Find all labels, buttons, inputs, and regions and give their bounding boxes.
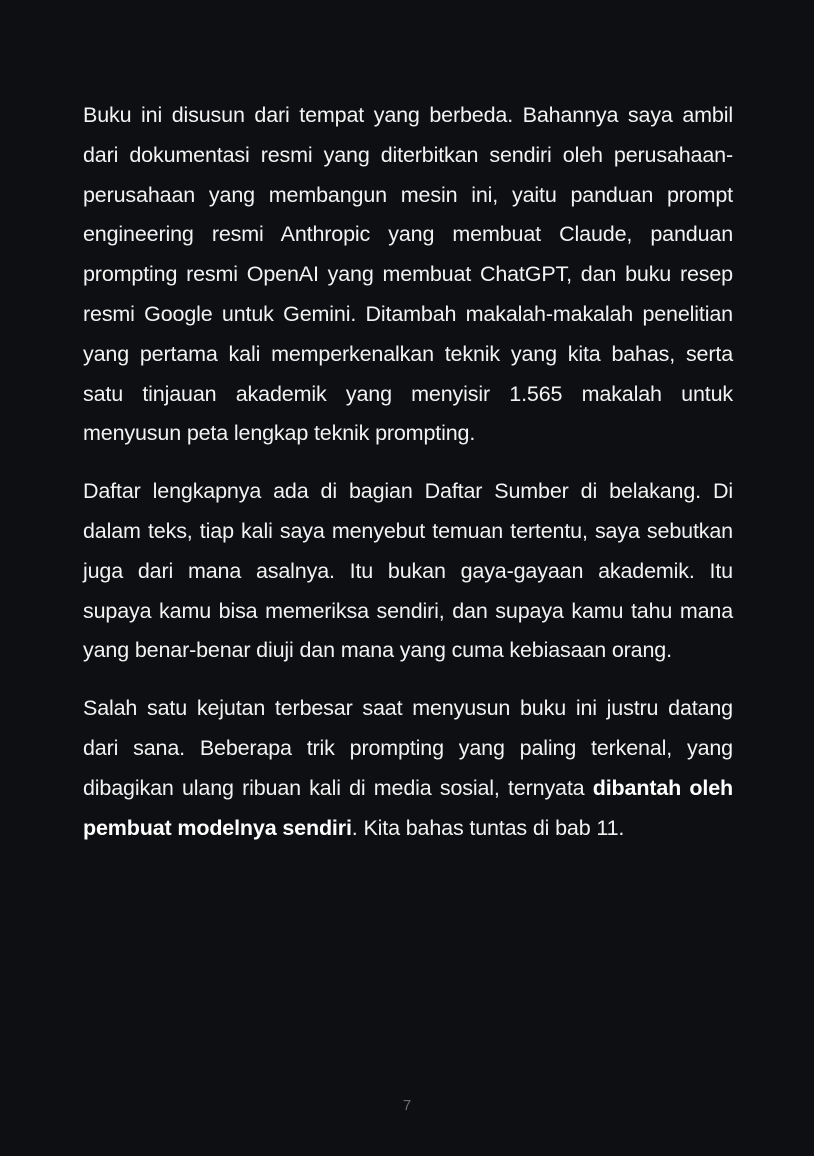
paragraph-sources-intro: Buku ini disusun dari tempat yang berbeda. Bahannya saya ambil dari dokumentasi resmi yang diterbitkan sendiri oleh perusahaan-perusahaan yang membangun mesin ini, yaitu panduan prompt engineering resmi Anthropic yang membuat Claude, panduan prompting resmi OpenAI yang membuat ChatGPT, dan buku resep resmi Google untuk Gemini. Ditambah makalah-makalah penelitian yang pertama kali memperkenalkan teknik yang kita bahas, serta satu tinjauan akademik yang menyisir 1.565 makalah untuk menyusun peta lengkap teknik prompting. xyxy=(83,103,733,446)
paragraph-text-after-emphasis: . Kita bahas tuntas di bab 11. xyxy=(351,815,625,840)
paragraph-text-before-emphasis: Salah satu kejutan terbesar saat menyusun buku ini justru datang dari sana. Beberapa trik prompting yang paling terkenal, yang dibagikan ulang ribuan kali di media sosial, ternyata xyxy=(83,696,733,800)
body-text xyxy=(83,96,733,866)
emphasis-text: dibantah oleh pembuat modelnya sendiri xyxy=(83,775,733,840)
page-number: 7 xyxy=(402,1097,412,1114)
paragraph-surprise xyxy=(83,689,733,848)
paragraph-bibliography-note: Daftar lengkapnya ada di bagian Daftar Sumber di belakang. Di dalam teks, tiap kali saya menyebut temuan tertentu, saya sebutkan juga dari mana asalnya. Itu bukan gaya-gayaan akademik. Itu supaya kamu bisa memeriksa sendiri, dan supaya kamu tahu mana yang benar-benar diuji dan mana yang cuma kebiasaan orang. xyxy=(83,479,733,663)
